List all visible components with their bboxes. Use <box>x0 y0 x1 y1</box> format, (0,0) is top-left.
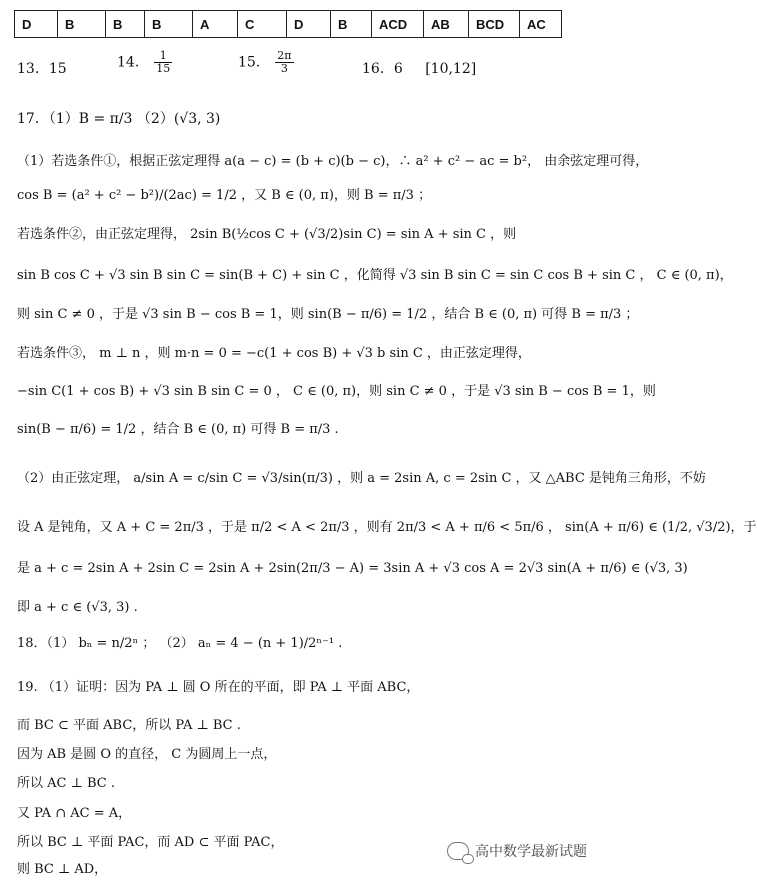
fraction: $\frac{2\pi}{3}$ <box>277 49 292 75</box>
text-line: 设 A 是钝角，又 A + C = 2π/3 ，于是 π/2 < A < 2π/3 ，则有 2π/3 < A + π/6 < 5π/6 ， sin(A + π/6) ∈ (1/2, √3/2)，于 <box>17 520 757 535</box>
answer-value: 15 <box>48 61 67 77</box>
table-row <box>15 11 562 38</box>
text-line: 而 BC ⊂ 平面 ABC，所以 PA ⊥ BC . <box>17 718 241 733</box>
text-line: 18．（1） bₙ = n/2ⁿ ； （2） aₙ = 4 − (n + 1)/2ⁿ⁻¹ . <box>17 636 343 651</box>
watermark <box>447 841 587 861</box>
text-line: cos B = (a² + c² − b²)/(2ac) = 1/2 ，又 B ∈ (0, π)，则 B = π/3 ； <box>17 188 432 203</box>
text-line: −sin C(1 + cos B) + √3 sin B sin C = 0 ， C ∈ (0, π)，则 sin C ≠ 0 ，于是 √3 sin B − cos B = 1，则 <box>17 384 656 399</box>
text-line: （1）若选条件①，根据正弦定理得 a(a − c) = (b + c)(b − c)，∴ a² + c² − ac = b²， 由余弦定理可得， <box>17 154 649 169</box>
table-cell: ACD <box>372 11 424 38</box>
table-cell: C <box>238 11 287 38</box>
table-cell: B <box>106 11 145 38</box>
table-cell: AC <box>520 11 562 38</box>
fill-answer-14 <box>117 50 173 75</box>
fill-answer-15 <box>238 50 295 75</box>
fill-answer-13 <box>17 58 67 78</box>
text-line: sin(B − π/6) = 1/2 ，结合 B ∈ (0, π) 可得 B = π/3 . <box>17 422 339 437</box>
answer-value: 6 <box>393 61 403 77</box>
text-line: 则 sin C ≠ 0 ，于是 √3 sin B − cos B = 1，则 sin(B − π/6) = 1/2 ，结合 B ∈ (0, π) 可得 B = π/3 ； <box>17 307 639 322</box>
text-line: 即 a + c ∈ (√3, 3) . <box>17 600 138 615</box>
table-cell: B <box>331 11 372 38</box>
question-number: 14． <box>117 54 149 71</box>
text-line: 所以 BC ⊥ 平面 PAC，而 AD ⊂ 平面 PAC， <box>17 835 284 850</box>
answer-table <box>14 10 562 38</box>
table-cell: AB <box>424 11 469 38</box>
wechat-icon <box>447 842 469 860</box>
text-line: 若选条件②，由正弦定理得， 2sin B(½cos C + (√3/2)sin C) = sin A + sin C ，则 <box>17 227 517 242</box>
watermark-text: 高中数学最新试题 <box>475 844 587 860</box>
table-cell: BCD <box>469 11 520 38</box>
question-number: 13． <box>17 61 49 77</box>
fill-answer-16 <box>362 58 476 78</box>
answer-value: [10,12] <box>425 61 477 77</box>
table-cell: B <box>58 11 106 38</box>
question-number: 15． <box>238 54 270 71</box>
table-cell: A <box>193 11 238 38</box>
text-line: 所以 AC ⊥ BC . <box>17 776 115 791</box>
text-line: 若选条件③， m ⊥ n ，则 m·n = 0 = −c(1 + cos B) + √3 b sin C ，由正弦定理得， <box>17 346 531 361</box>
text-line: （2）由正弦定理， a/sin A = c/sin C = √3/sin(π/3) ，则 a = 2sin A, c = 2sin C ，又 △ABC 是钝角三角形，不妨 <box>17 471 706 486</box>
text-line: 19. （1）证明：因为 PA ⊥ 圆 O 所在的平面，即 PA ⊥ 平面 ABC， <box>17 680 420 695</box>
text-line: 则 BC ⊥ AD， <box>17 862 108 877</box>
table-cell: B <box>145 11 193 38</box>
q17-header: 17．（1）B = π/3 （2）(√3, 3) <box>17 111 221 127</box>
table-cell: D <box>287 11 331 38</box>
text-line: sin B cos C + √3 sin B sin C = sin(B + C) + sin C ，化简得 √3 sin B sin C = sin C cos B + sin C ， C ∈ (0, π)， <box>17 268 733 283</box>
table-cell: D <box>15 11 58 38</box>
text-line: 因为 AB 是圆 O 的直径， C 为圆周上一点， <box>17 747 277 762</box>
fraction: $\frac{1}{15}$ <box>156 49 171 75</box>
question-number: 16． <box>362 61 394 77</box>
text-line: 是 a + c = 2sin A + 2sin C = 2sin A + 2sin(2π/3 − A) = 3sin A + √3 cos A = 2√3 sin(A + π/6) ∈ (√3, 3) <box>17 561 688 576</box>
text-line: 又 PA ∩ AC = A， <box>17 806 132 821</box>
